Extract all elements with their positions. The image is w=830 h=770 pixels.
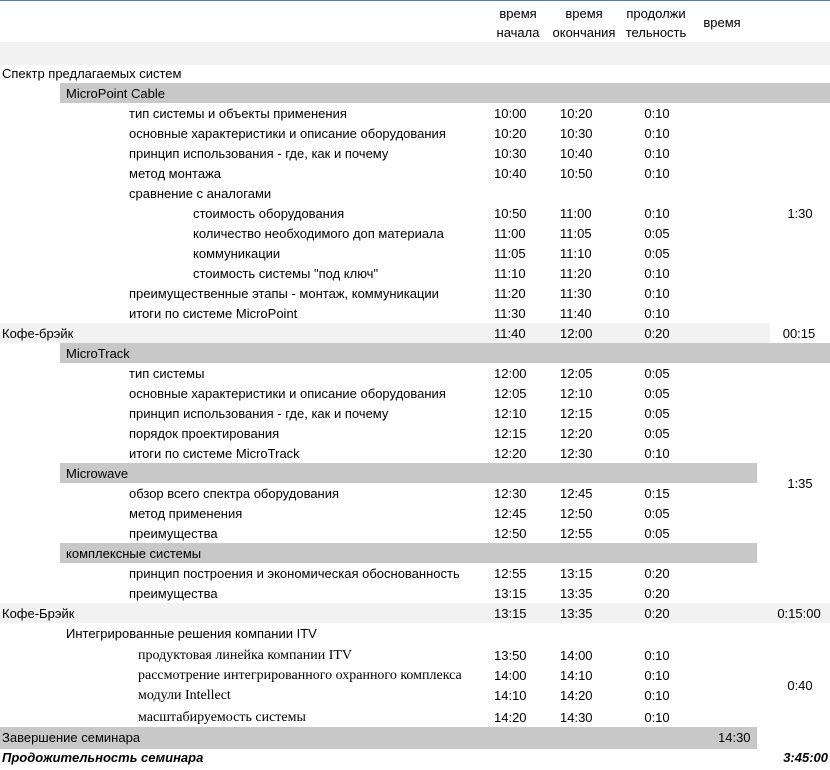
duration: 0:05 [644, 526, 670, 541]
row-label: стоимость системы "под ключ" [193, 266, 379, 281]
row-label: основные характеристики и описание оборудования [129, 126, 446, 141]
row-label: Кофе-брэйк [2, 326, 74, 341]
table-row [0, 224, 830, 244]
row-total: 00:15 [782, 326, 816, 341]
table-row [0, 686, 830, 706]
section-row [0, 464, 830, 484]
table-row [0, 284, 830, 304]
row-label: комплексные системы [66, 546, 202, 561]
row-label: принцип использования - где, как и почему [129, 406, 389, 421]
table-row [0, 708, 830, 728]
table-row [0, 564, 830, 584]
section-row [0, 544, 830, 564]
end-time: 11:00 [560, 206, 592, 221]
end-time: 12:50 [560, 506, 593, 521]
end-row-time: 14:30 [718, 730, 751, 745]
table-row [0, 364, 830, 384]
end-time: 11:20 [560, 266, 592, 281]
start-time: 10:00 [494, 106, 527, 121]
duration: 0:10 [644, 446, 670, 461]
table-row [0, 666, 830, 686]
row-label: тип системы и объекты применения [129, 106, 347, 121]
start-time: 10:20 [494, 126, 527, 141]
duration: 0:05 [644, 506, 670, 521]
row-label: Интегрированные решения компании ITV [66, 626, 317, 641]
start-time: 11:05 [494, 246, 526, 261]
start-time: 13:50 [494, 648, 527, 663]
row-label: количество необходимого доп материала [193, 226, 444, 241]
col-header-duration-line1: продолжи [626, 6, 686, 21]
row-label: итоги по системе MicroPoint [129, 306, 298, 321]
start-time: 12:05 [494, 386, 527, 401]
duration: 0:20 [644, 326, 670, 341]
end-time: 10:40 [560, 146, 593, 161]
end-time: 14:30 [560, 710, 593, 725]
col-header-duration [620, 4, 692, 42]
end-time: 11:10 [560, 246, 592, 261]
header-band [0, 42, 830, 65]
end-time: 14:10 [560, 668, 593, 683]
duration: 0:10 [644, 286, 670, 301]
end-time: 14:20 [560, 688, 593, 703]
col-header-end-line2: окончания [552, 25, 616, 40]
duration: 0:05 [644, 406, 670, 421]
row-label: принцип построения и экономическая обоснованность [129, 566, 460, 581]
end-time: 11:05 [560, 226, 592, 241]
duration: 0:15 [644, 486, 670, 501]
start-time: 12:30 [494, 486, 527, 501]
row-label: Спектр предлагаемых систем [2, 66, 182, 81]
duration: 0:05 [644, 386, 670, 401]
start-time: 11:00 [494, 226, 526, 241]
col-header-time: время [703, 15, 741, 30]
col-header-start [488, 4, 548, 42]
duration: 0:10 [644, 710, 670, 725]
row-label: модули Intellect [138, 688, 231, 703]
start-time: 12:10 [494, 406, 527, 421]
table-row [0, 104, 830, 124]
row-label: метод монтажа [129, 166, 221, 181]
table-row [0, 604, 830, 624]
end-row-label: Завершение семинара [2, 730, 141, 745]
col-header-start-line1: время [499, 6, 537, 21]
duration: 0:05 [644, 426, 670, 441]
duration: 0:10 [644, 106, 670, 121]
col-header-end-line1: время [565, 6, 603, 21]
table-row [0, 424, 830, 444]
table-row [0, 404, 830, 424]
table-row [0, 264, 830, 284]
section-row [0, 344, 830, 364]
start-time: 13:15 [494, 606, 527, 621]
row-label: преимущества [129, 586, 218, 601]
duration: 0:20 [644, 566, 670, 581]
row-total: 0:15:00 [777, 606, 821, 621]
start-time: 12:55 [494, 566, 527, 581]
end-time: 13:35 [560, 606, 593, 621]
row-label: принцип использования - где, как и почему [129, 146, 389, 161]
col-header-start-line2: начала [496, 25, 540, 40]
row-label: тип системы [129, 366, 205, 381]
table-row [0, 504, 830, 524]
start-time: 10:40 [494, 166, 527, 181]
row-label: MicroTrack [66, 346, 130, 361]
start-time: 11:30 [494, 306, 526, 321]
table-row [0, 124, 830, 144]
table-row [0, 144, 830, 164]
table-row [0, 584, 830, 604]
table-row [0, 184, 830, 204]
start-time: 12:00 [494, 366, 527, 381]
duration: 0:05 [644, 226, 670, 241]
summary-row [0, 748, 830, 768]
duration: 0:10 [644, 166, 670, 181]
col-header-end [546, 4, 622, 42]
summary-value: 3:45:00 [783, 750, 828, 765]
table-row [0, 384, 830, 404]
block-total-micropoint: 1:30 [787, 206, 813, 221]
summary-label: Продожительность семинара [2, 750, 204, 765]
row-label: MicroPoint Cable [66, 86, 165, 101]
end-time: 10:30 [560, 126, 593, 141]
start-time: 11:20 [494, 286, 526, 301]
duration: 0:10 [644, 688, 670, 703]
section-row [0, 84, 830, 104]
row-label: итоги по системе MicroTrack [129, 446, 300, 461]
duration: 0:10 [644, 648, 670, 663]
row-label: порядок проектирования [129, 426, 280, 441]
duration: 0:05 [644, 246, 670, 261]
table-row [0, 164, 830, 184]
duration: 0:05 [644, 366, 670, 381]
start-time: 14:20 [494, 710, 527, 725]
table-row [0, 244, 830, 264]
end-time: 13:35 [560, 586, 593, 601]
col-header-duration-line2: тельность [625, 25, 687, 40]
duration: 0:10 [644, 668, 670, 683]
row-label: стоимость оборудования [193, 206, 345, 221]
row-label: Кофе-Брэйк [2, 606, 75, 621]
duration: 0:10 [644, 146, 670, 161]
row-label: продуктовая линейка компании ITV [138, 648, 353, 663]
start-time: 12:45 [494, 506, 527, 521]
start-time: 14:00 [494, 668, 527, 683]
table-row [0, 524, 830, 544]
row-label: Microwave [66, 466, 129, 481]
end-row [0, 728, 830, 748]
table-row [0, 304, 830, 324]
duration: 0:10 [644, 126, 670, 141]
table-row [0, 204, 830, 224]
start-time: 10:50 [494, 206, 527, 221]
end-time: 10:50 [560, 166, 593, 181]
table-row [0, 64, 830, 84]
duration: 0:10 [644, 266, 670, 281]
block-total-itv: 0:40 [787, 678, 813, 693]
end-time: 12:20 [560, 426, 593, 441]
row-label: метод применения [129, 506, 243, 521]
top-border [0, 0, 830, 1]
start-time: 13:15 [494, 586, 527, 601]
end-time: 12:10 [560, 386, 593, 401]
row-label: преимущественные этапы - монтаж, коммуникации [129, 286, 439, 301]
row-label: рассмотрение интегрированного охранного комплекса [138, 668, 462, 683]
row-label: масштабируемость системы [138, 710, 306, 725]
end-time: 12:00 [560, 326, 593, 341]
start-time: 11:40 [494, 326, 526, 341]
duration: 0:10 [644, 306, 670, 321]
end-time: 13:15 [560, 566, 593, 581]
end-time: 12:45 [560, 486, 593, 501]
row-label: коммуникации [193, 246, 281, 261]
end-time: 10:20 [560, 106, 593, 121]
start-time: 14:10 [494, 688, 527, 703]
table-row [0, 484, 830, 504]
end-time: 14:00 [560, 648, 593, 663]
end-time: 12:15 [560, 406, 593, 421]
end-time: 11:40 [560, 306, 592, 321]
table-row [0, 646, 830, 666]
table-row [0, 444, 830, 464]
start-time: 12:50 [494, 526, 527, 541]
duration: 0:10 [644, 206, 670, 221]
end-time: 11:30 [560, 286, 592, 301]
end-time: 12:55 [560, 526, 593, 541]
start-time: 10:30 [494, 146, 527, 161]
row-label: основные характеристики и описание оборудования [129, 386, 446, 401]
duration: 0:20 [644, 606, 670, 621]
table-row [0, 624, 830, 644]
end-time: 12:05 [560, 366, 593, 381]
block-total-microtrack: 1:35 [787, 476, 813, 491]
row-label: сравнение с аналогами [129, 186, 272, 201]
table-row [0, 324, 830, 344]
end-time: 12:30 [560, 446, 593, 461]
row-label: обзор всего спектра оборудования [129, 486, 340, 501]
row-label: преимущества [129, 526, 218, 541]
start-time: 11:10 [494, 266, 526, 281]
duration: 0:20 [644, 586, 670, 601]
start-time: 12:20 [494, 446, 527, 461]
start-time: 12:15 [494, 426, 527, 441]
